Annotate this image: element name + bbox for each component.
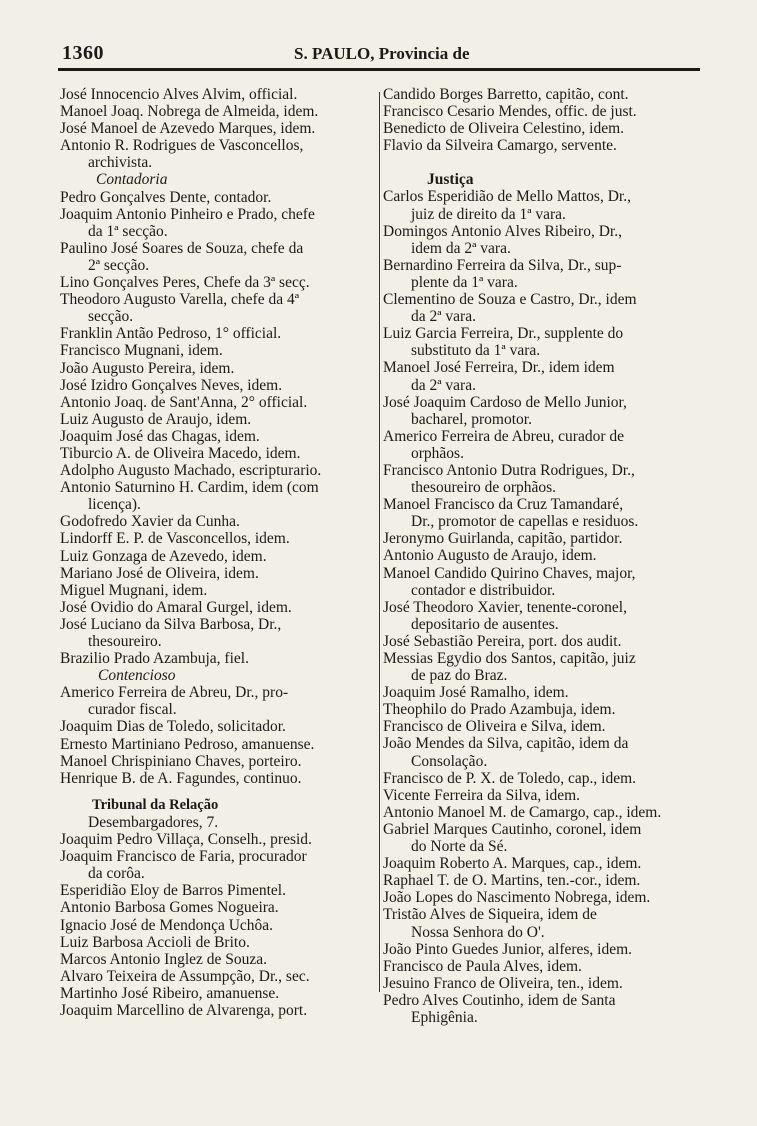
entry-line: Antonio Barbosa Gomes Nogueira. [60,899,279,917]
entry-line: Domingos Antonio Alves Ribeiro, Dr., [383,222,622,240]
entry-line: Lino Gonçalves Peres, Chefe da 3ª secç. [60,274,310,292]
entry-line: Francisco Antonio Dutra Rodrigues, Dr., [383,461,635,479]
entry-line: Francisco Mugnani, idem. [60,342,223,360]
entry-line: archivista. [88,154,153,172]
entry-line: João Lopes do Nascimento Nobrega, idem. [383,889,651,907]
section-heading-contadoria: Contadoria [96,171,168,189]
entry-line: João Mendes da Silva, capitão, idem da [383,735,629,753]
entry-line: Antonio Saturnino H. Cardim, idem (com [60,479,319,497]
entry-line: Marcos Antonio Inglez de Souza. [60,950,268,968]
entry-line: contador e distribuidor. [411,581,556,599]
entry-line: plente da 1ª vara. [411,273,518,291]
entry-line: Manoel Candido Quirino Chaves, major, [383,564,636,582]
entry-line: juiz de direito da 1ª vara. [411,205,566,223]
entry-line: Vicente Ferreira da Silva, idem. [383,786,581,804]
entry-line: thesoureiro de orphãos. [411,479,557,497]
entry-line: José Manoel de Azevedo Marques, idem. [60,120,316,138]
entry-line: Manoel Joaq. Nobrega de Almeida, idem. [60,103,319,121]
entry-line: Dr., promotor de capellas e residuos. [411,513,639,531]
entry-line: Flavio da Silveira Camargo, servente. [383,137,617,155]
entry-line: José Sebastião Pereira, port. dos audit. [383,632,622,650]
entry-line: curador fiscal. [88,701,177,719]
entry-line: bacharel, promotor. [411,410,532,428]
entry-line: Ephigênia. [411,1008,478,1026]
entry-line: Esperidião Eloy de Barros Pimentel. [60,882,286,900]
entry-line: Joaquim José das Chagas, idem. [60,427,260,445]
section-heading-tribunal: Tribunal da Relação [92,796,219,813]
page-header [62,40,702,66]
entry-line: Jeronymo Guirlanda, capitão, partidor. [383,530,623,548]
section-heading-justica: Justiça [427,171,474,189]
entry-line: Ignacio José de Mendonça Uchôa. [60,916,274,934]
entry-line: Francisco de P. X. de Toledo, cap., idem. [383,769,637,787]
running-title: S. PAULO, Provincia de [294,44,470,63]
entry-line: Ernesto Martiniano Pedroso, amanuense. [60,735,315,753]
entry-line: Bernardino Ferreira da Silva, Dr., sup- [383,256,622,274]
entry-line: Miguel Mugnani, idem. [60,581,208,599]
entry-line: José Joaquim Cardoso de Mello Junior, [383,393,627,411]
entry-line: Raphael T. de O. Martins, ten.-cor., idem. [383,872,641,890]
header-rule [58,68,700,71]
entry-line: José Innocencio Alves Alvim, official. [60,86,298,103]
entry-line: Clementino de Souza e Castro, Dr., idem [383,291,637,309]
entry-line: Antonio R. Rodrigues de Vasconcellos, [60,137,304,155]
entry-line: Manoel Francisco da Cruz Tamandaré, [383,496,624,514]
entry-line: substituto da 1ª vara. [411,342,541,360]
entry-line: Martinho José Ribeiro, amanuense. [60,984,280,1002]
entry-line: da 2ª vara. [411,308,476,326]
entry-line: Joaquim José Ramalho, idem. [383,684,569,702]
entry-line: Theodoro Augusto Varella, chefe da 4ª [60,291,300,309]
entry-line: de paz do Braz. [411,667,508,685]
entry-line: José Ovidio do Amaral Gurgel, idem. [60,598,292,616]
entry-line: Pedro Gonçalves Dente, contador. [60,188,272,206]
entry-line: Lindorff E. P. de Vasconcellos, idem. [60,530,290,548]
entry-line: thesoureiro. [88,633,162,650]
entry-line: Franklin Antão Pedroso, 1° official. [60,325,282,343]
entry-line: José Izidro Gonçalves Neves, idem. [60,376,283,394]
entry-line: Brazilio Prado Azambuja, fiel. [60,650,249,668]
entry-line: Paulino José Soares de Souza, chefe da [60,239,304,257]
section-subheading: Desembargadores, 7. [88,813,219,831]
entry-line: Candido Borges Barretto, capitão, cont. [383,86,629,103]
entry-line: da corôa. [88,865,145,883]
entry-line: Manoel Chrispiniano Chaves, porteiro. [60,752,302,770]
entry-line: José Luciano da Silva Barbosa, Dr., [60,615,282,633]
entry-line: Antonio Manoel M. de Camargo, cap., idem. [383,803,662,821]
entry-line: Joaquim Marcellino de Alvarenga, port. [60,1001,308,1019]
entry-line: Antonio Augusto de Araujo, idem. [383,547,597,565]
entry-line: Jesuino Franco de Oliveira, ten., idem. [383,974,623,992]
entry-line: João Pinto Guedes Junior, alferes, idem. [383,940,633,958]
entry-line: Tristão Alves de Siqueira, idem de [383,906,597,924]
entry-line: Francisco de Oliveira e Silva, idem. [383,718,606,736]
entry-line: Francisco Cesario Mendes, offic. de just. [383,103,637,121]
entry-line: Joaquim Roberto A. Marques, cap., idem. [383,855,642,873]
entry-line: da 1ª secção. [88,222,168,240]
entry-line: Antonio Joaq. de Sant'Anna, 2° official. [60,393,308,411]
entry-line: Messias Egydio dos Santos, capitão, juiz [383,650,636,667]
entry-line: Henrique B. de A. Fagundes, continuo. [60,769,302,787]
entry-line: Joaquim Dias de Toledo, solicitador. [60,718,286,736]
entry-line: Francisco de Paula Alves, idem. [383,957,582,975]
page-number: 1360 [62,42,104,64]
entry-line: Manoel José Ferreira, Dr., idem idem [383,359,615,377]
entry-line: Nossa Senhora do O'. [411,923,545,941]
entry-line: Gabriel Marques Cautinho, coronel, idem [383,820,642,838]
entry-line: 2ª secção. [88,256,150,274]
entry-line: Alvaro Teixeira de Assumpção, Dr., sec. [60,967,310,985]
entry-line: do Norte da Sé. [411,838,508,856]
entry-line: da 2ª vara. [411,376,476,394]
entry-line: Tiburcio A. de Oliveira Macedo, idem. [60,444,301,462]
entry-line: Luiz Garcia Ferreira, Dr., supplente do [383,325,624,343]
entry-line: Luiz Gonzaga de Azevedo, idem. [60,547,267,565]
entry-line: licença). [88,496,141,514]
right-column [383,86,705,1026]
entry-line: João Augusto Pereira, idem. [60,359,235,377]
entry-line: secção. [88,308,134,326]
left-column [60,86,378,1019]
entry-line: orphãos. [411,444,464,462]
entry-line: José Theodoro Xavier, tenente-coronel, [383,598,627,616]
entry-line: Adolpho Augusto Machado, escripturario. [60,462,322,480]
section-heading-contencioso: Contencioso [98,667,176,685]
entry-line: Joaquim Francisco de Faria, procurador [60,848,307,866]
column-divider [379,92,380,992]
entry-line: Americo Ferreira de Abreu, curador de [383,427,624,445]
entry-line: Theophilo do Prado Azambuja, idem. [383,701,616,719]
entry-line: depositario de ausentes. [411,615,559,633]
entry-line: Carlos Esperidião de Mello Mattos, Dr., [383,188,631,206]
entry-line: Consolação. [411,752,488,770]
entry-line: Mariano José de Oliveira, idem. [60,564,259,582]
entry-line: Benedicto de Oliveira Celestino, idem. [383,120,625,138]
entry-line: Joaquim Antonio Pinheiro e Prado, chefe [60,205,315,223]
entry-line: Joaquim Pedro Villaça, Conselh., presid. [60,831,312,849]
entry-line: Luiz Augusto de Araujo, idem. [60,410,252,428]
entry-line: Luiz Barbosa Accioli de Brito. [60,933,250,951]
entry-line: idem da 2ª vara. [411,239,511,257]
entry-line: Americo Ferreira de Abreu, Dr., pro- [60,684,289,702]
entry-line: Pedro Alves Coutinho, idem de Santa [383,991,616,1009]
entry-line: Godofredo Xavier da Cunha. [60,513,240,531]
